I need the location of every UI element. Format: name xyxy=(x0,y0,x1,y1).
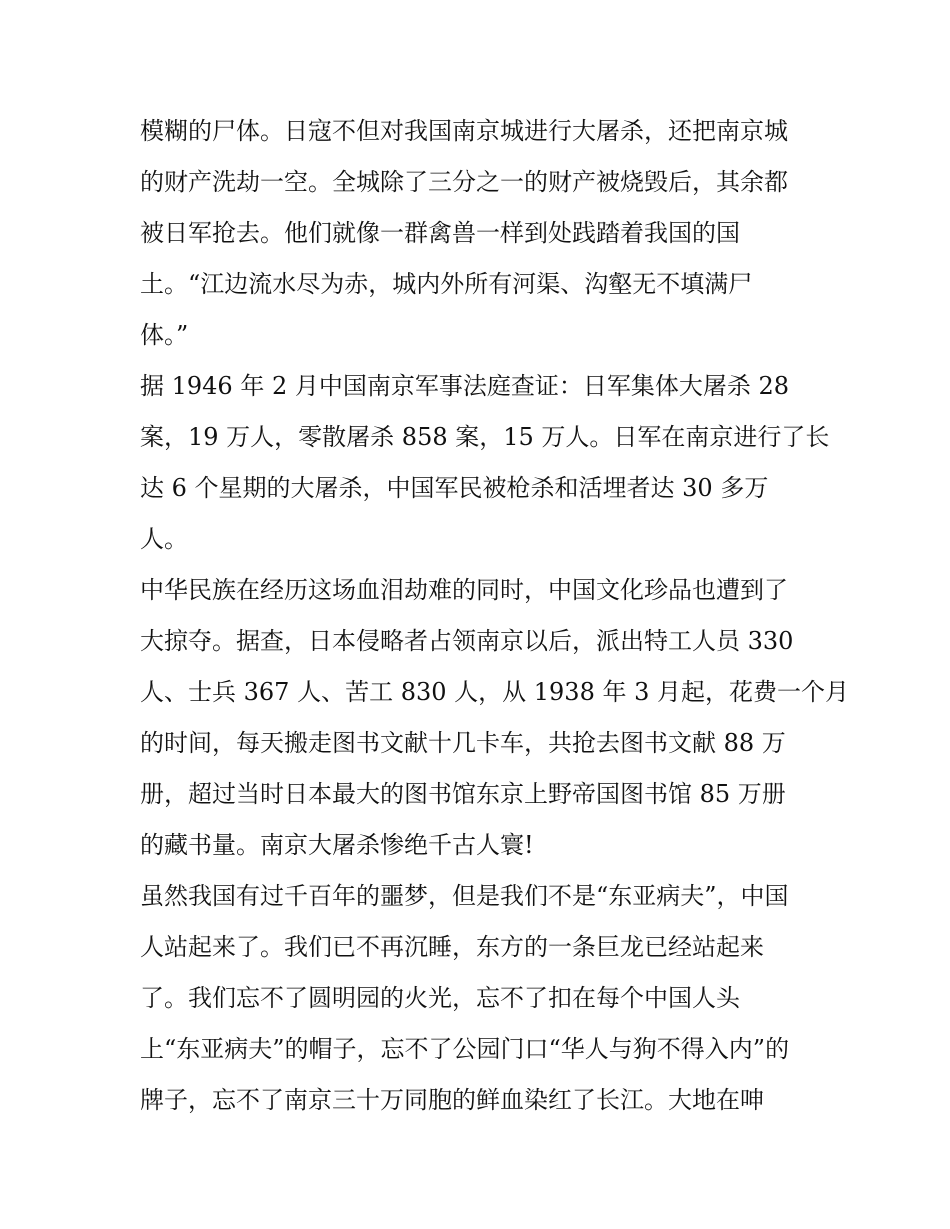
text-line: 据 1946 年 2 月中国南京军事法庭查证：日军集体大屠杀 28 xyxy=(140,372,790,400)
text-line: 体。” xyxy=(140,321,189,349)
text-line: 被日军抢去。他们就像一群禽兽一样到处践踏着我国的国 xyxy=(140,219,740,247)
text-line: 上“东亚病夫”的帽子，忘不了公园门口“华人与狗不得入内”的 xyxy=(140,1035,790,1063)
text-line: 中华民族在经历这场血泪劫难的同时，中国文化珍品也遭到了 xyxy=(140,576,788,604)
text-line: 了。我们忘不了圆明园的火光，忘不了扣在每个中国人头 xyxy=(140,984,740,1012)
text-line: 牌子，忘不了南京三十万同胞的鲜血染红了长江。大地在呻 xyxy=(140,1086,764,1114)
text-line: 虽然我国有过千百年的噩梦，但是我们不是“东亚病夫”，中国 xyxy=(140,882,789,910)
document-body-text xyxy=(140,106,849,1126)
text-line: 人、士兵 367 人、苦工 830 人，从 1938 年 3 月起，花费一个月 xyxy=(140,678,849,706)
text-line: 大掠夺。据查，日本侵略者占领南京以后，派出特工人员 330 xyxy=(140,627,794,655)
text-line: 模糊的尸体。日寇不但对我国南京城进行大屠杀，还把南京城 xyxy=(140,117,788,145)
text-line: 人站起来了。我们已不再沉睡，东方的一条巨龙已经站起来 xyxy=(140,933,764,961)
text-line: 的财产洗劫一空。全城除了三分之一的财产被烧毁后，其余都 xyxy=(140,168,788,196)
text-line: 的时间，每天搬走图书文献十几卡车，共抢去图书文献 88 万 xyxy=(140,729,786,757)
text-line: 人。 xyxy=(140,525,188,553)
text-line: 的藏书量。南京大屠杀惨绝千古人寰! xyxy=(140,831,534,859)
text-line: 案，19 万人，零散屠杀 858 案，15 万人。日军在南京进行了长 xyxy=(140,423,830,451)
text-line: 册，超过当时日本最大的图书馆东京上野帝国图书馆 85 万册 xyxy=(140,780,786,808)
text-line: 达 6 个星期的大屠杀，中国军民被枪杀和活埋者达 30 多万 xyxy=(140,474,769,502)
text-line: 土。“江边流水尽为赤，城内外所有河渠、沟壑无不填满尸 xyxy=(140,270,753,298)
